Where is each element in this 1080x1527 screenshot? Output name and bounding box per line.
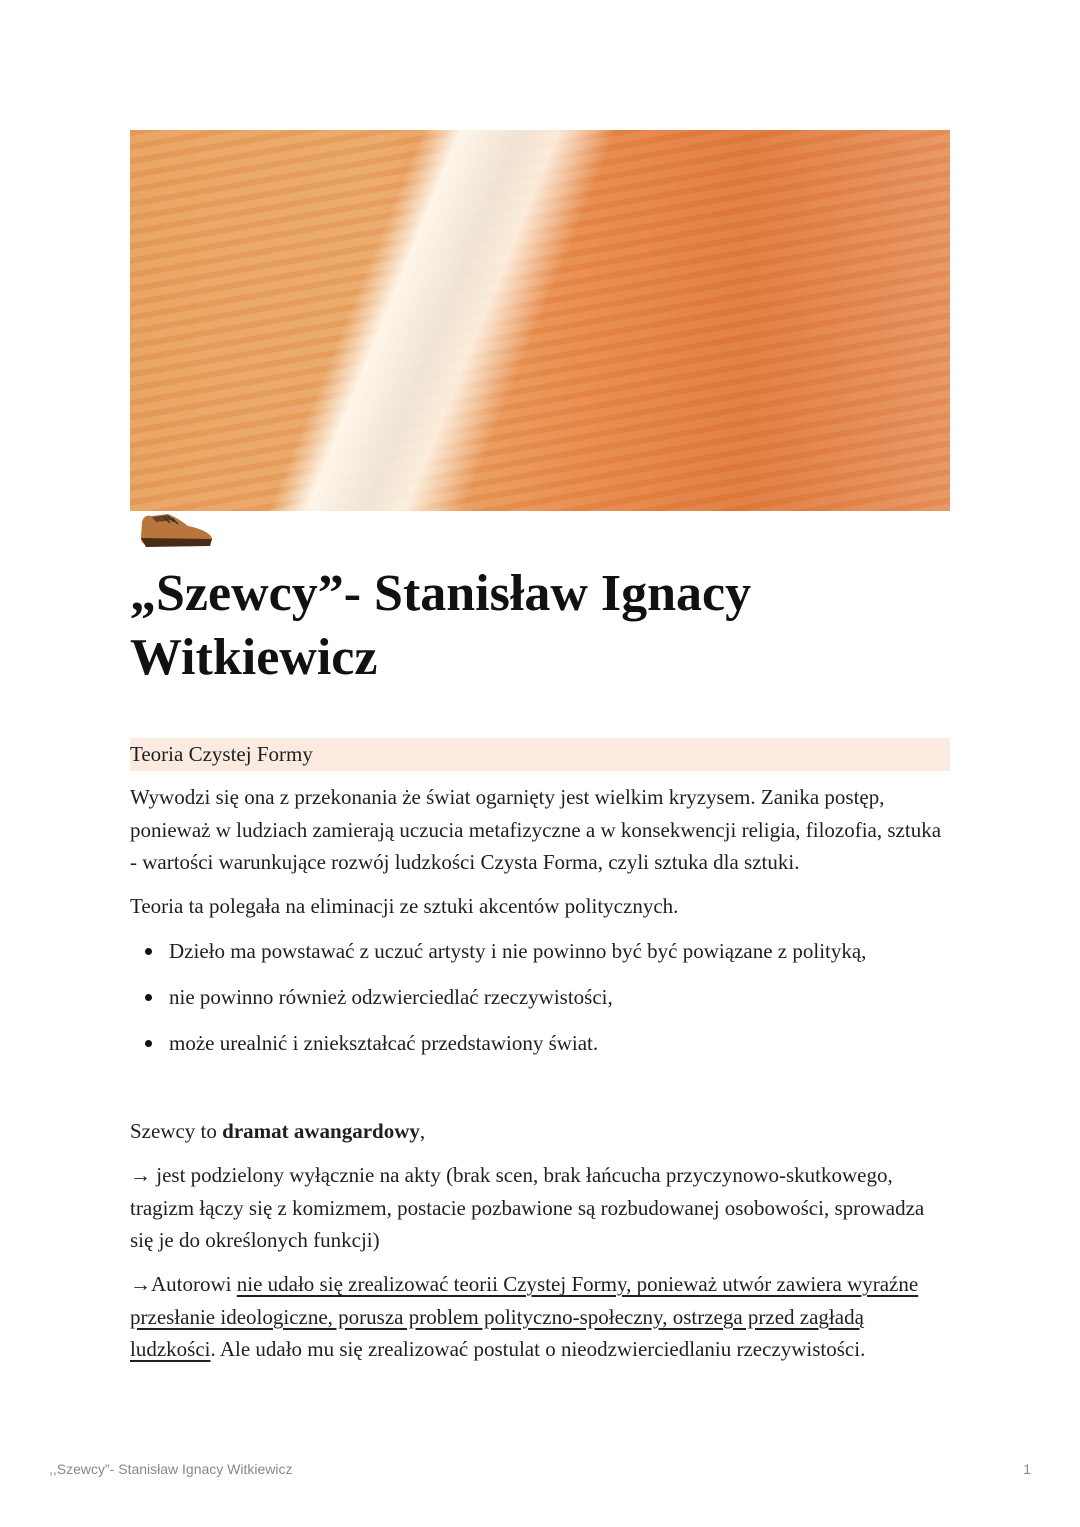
page-number: 1 bbox=[1023, 1461, 1031, 1477]
page-title: „Szewcy”- Stanisław Ignacy Witkiewicz bbox=[130, 565, 752, 686]
list-item: Dzieło ma powstawać z uczuć artysty i nie powinno być być powiązane z polityką, bbox=[130, 935, 950, 981]
paragraph-2: Teoria ta polegała na eliminacji ze sztuki akcentów politycznych. bbox=[130, 894, 679, 918]
bullet-list bbox=[130, 935, 950, 1073]
underlined-text: nie udało się zrealizować teorii Czystej Formy, ponieważ utwór zawiera wyraźne przesłanie ideologiczne, porusza problem polityczno-społeczny, ostrzega przed zagładą ludzkości bbox=[130, 1272, 919, 1361]
paragraph-5 bbox=[130, 1268, 950, 1366]
text: →Autorowi bbox=[130, 1272, 237, 1296]
footer-title: ,,Szewcy”- Stanisław Ignacy Witkiewicz bbox=[49, 1461, 293, 1477]
list-item: może urealnić i zniekształcać przedstawiony świat. bbox=[130, 1027, 950, 1073]
cover-image bbox=[130, 130, 950, 511]
paragraph-1: Wywodzi się ona z przekonania że świat ogarnięty jest wielkim kryzysem. Zanika postęp, ponieważ w ludziach zamierają uczucia metafizyczne a w konsekwencji religia, filozofia, sztuka - wartości warunkujące rozwój ludzkości Czysta Forma, czyli sztuka dla sztuki. bbox=[130, 785, 942, 874]
text: Szewcy to bbox=[130, 1119, 223, 1143]
paragraph-3 bbox=[130, 1115, 950, 1148]
text: . Ale udało mu się zrealizować postulat o nieodzwierciedlaniu rzeczywistości. bbox=[210, 1337, 866, 1361]
text: , bbox=[419, 1119, 426, 1143]
bold-text: dramat awangardowy bbox=[222, 1119, 420, 1143]
list-item: nie powinno również odzwierciedlać rzeczywistości, bbox=[130, 981, 950, 1027]
shoe-icon bbox=[138, 508, 214, 550]
paragraph-4: → jest podzielony wyłącznie na akty (brak scen, brak łańcucha przyczynowo-skutkowego, tragizm łączy się z komizmem, postacie pozbawione są rozbudowanej osobowości, sprowadza się je do określonych funkcji) bbox=[130, 1163, 925, 1252]
callout-heading: Teoria Czystej Formy bbox=[130, 738, 950, 771]
